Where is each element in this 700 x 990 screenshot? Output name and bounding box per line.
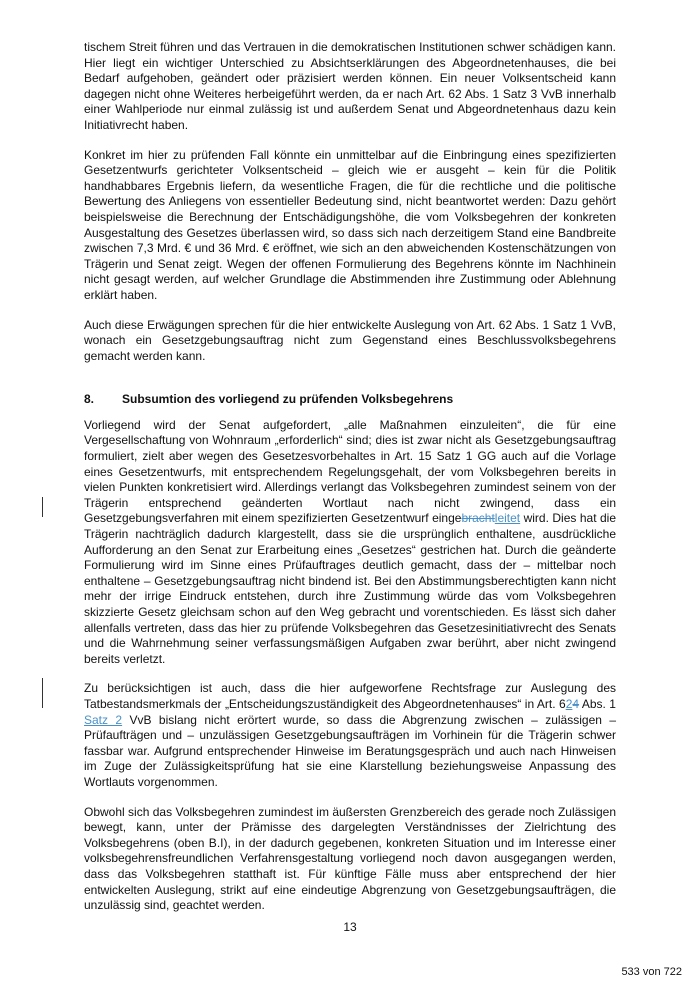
inserted-text: Satz 2 bbox=[84, 712, 123, 727]
text-run: VvB bislang nicht erörtert wurde, so dass die Abgrenzung zwischen – zulässigen – Prüfaufträgen und – unzulässigen Gesetzgebungsaufträgen im Vorhinein für die Trägerin schwer fassbar war. Aufgrund entsprechender Hinweise im Beratungsgespräch und auch nach Hinweisen im Zuge der Zulässigkeitsprüfung hat sie eine Klarstellung beziehungsweise Anpassung des Wortlauts vorgenommen. bbox=[84, 712, 616, 789]
revision-change-bar bbox=[42, 678, 43, 708]
page-total: 533 von 722 bbox=[621, 966, 682, 978]
document-page bbox=[84, 40, 616, 928]
inserted-text: leitet bbox=[494, 511, 521, 526]
section-title: Subsumtion des vorliegend zu prüfenden Volksbegehrens bbox=[122, 392, 454, 407]
inserted-text: 2 bbox=[565, 696, 573, 711]
page-number: 13 bbox=[343, 920, 357, 934]
paragraph: Konkret im hier zu prüfenden Fall könnte ein unmittelbar auf die Einbringung eines spezifizierten Gesetzentwurfs gerichteter Volksentscheid – gleich wie er ausgeht – kein für die Politik handhabbares Ergebnis liefern, da wesentliche Fragen, die für die rechtliche und die politische Bewertung des Anliegens von essentieller Bedeutung sind, nicht beantwortet werden: Dazu gehört beispielsweise die Berechnung der Entschädigungshöhe, die vom Volksbegehren der konkreten Ausgestaltung des Gesetzes überlassen wird, so dass sich nach derzeitigem Stand eine Bandbreite zwischen 7,3 Mrd. € und 36 Mrd. € eröffnet, wie sich an den abweichenden Kostenschätzungen von Trägerin und Senat zeigt. Wegen der offenen Formulierung des Begehrens könnte im Nachhinein nicht gesagt werden, auf welcher Grundlage die Abstimmenden ihre Zustimmung oder Ablehnung erklärt haben. bbox=[84, 147, 616, 302]
section-heading bbox=[84, 392, 616, 408]
deleted-text: 4 bbox=[572, 696, 580, 711]
revision-change-bar bbox=[42, 497, 43, 517]
text-run: Vorliegend wird der Senat aufgefordert, „alle Maßnahmen einzuleiten“, die für eine Vergesellschaftung von Wohnraum „erforderlich“ sind; dies ist zwar nicht als Gesetzgebungsauftrag formuliert, zielt aber wegen des Gesetzesvorbehaltes in Art. 15 Satz 1 GG auch auf die Vorlage eines Gesetzentwurfs, mit entsprechendem Regelungsgehalt, der vom Volksbegehren bereits in vielen Punkten konkretisiert wird. Allerdings verlangt das Volksbegehren zumindest seinem von der Trägerin entsprechend geänderten Wortlaut nach nicht zwingend, dass ein Gesetzgebungsverfahren mit einem spezifizierten Gesetzentwurf einge bbox=[84, 417, 616, 526]
text-run: wird. Dies hat die Trägerin nachträglich dadurch klargestellt, dass sie die ursprünglich enthaltene, ausdrückliche Aufforderung an den Senat zur Erarbeitung eines „Gesetzes“ gestrichen hat. Durch die geänderte Formulierung wird im Sinne eines Prüfauftrages deutlich gemacht, dass der – mittelbar noch enthaltene – Gesetzgebungsauftrag nicht bindend ist. Bei den Abstimmungsberechtigten kann nicht mehr der irrige Eindruck entstehen, durch ihre Zustimmung würde das vom Volksbegehren skizzierte Gesetz gleichsam schon auf den Weg gebracht und vorentschieden. Es lässt sich daher allenfalls vertreten, dass das hier zu prüfende Volksbegehren das Gesetzesinitiativrecht des Senats und die Wahrnehmung seiner verfassungsmäßigen Aufgaben zwar berührt, aber nicht zwingend bereits verletzt. bbox=[84, 511, 616, 666]
paragraph: Auch diese Erwägungen sprechen für die hier entwickelte Auslegung von Art. 62 Abs. 1 Satz 1 VvB, wonach ein Gesetzgebungsauftrag nicht zum Gegenstand eines Beschlussvolksbegehrens gemacht werden kann. bbox=[84, 317, 616, 363]
deleted-text: bracht bbox=[461, 511, 495, 526]
text-run: Zu berücksichtigen ist auch, dass die hier aufgeworfene Rechtsfrage zur Auslegung des Tatbestandsmerkmals der „Entscheidungszuständigkeit des Abgeordnetenhauses“ in Art. 6 bbox=[84, 681, 616, 711]
paragraph bbox=[84, 681, 616, 790]
paragraph bbox=[84, 418, 616, 668]
text-run: Abs. 1 bbox=[579, 696, 616, 711]
section-number: 8. bbox=[84, 392, 95, 407]
paragraph: Obwohl sich das Volksbegehren zumindest im äußersten Grenzbereich des gerade noch Zulässigen bewegt, kann, unter der Prämisse des dargelegten Verständnisses der Zielrichtung des Volksbegehrens (oben B.I), in der dadurch gegebenen, konkreten Situation und im Interesse einer volksbegehrensfreundlichen Verfahrensgestaltung vorliegend noch davon ausgegangen werden, dass das Volksbegehren statthaft ist. Für künftige Fälle muss aber entsprechend der hier entwickelten Auslegung, strikt auf eine eindeutige Abgrenzung von Gesetzgebungsaufträgen, die unzulässig sind, geachtet werden. bbox=[84, 804, 616, 913]
paragraph: tischem Streit führen und das Vertrauen in die demokratischen Institutionen schwer schädigen kann. Hier liegt ein wichtiger Unterschied zu Absichtserklärungen des Abgeordnetenhauses, die bei Bedarf aufgehoben, geändert oder präzisiert werden können. Ein neuer Volksentscheid kann dagegen nicht ohne Weiteres herbeigeführt werden, da er nach Art. 62 Abs. 1 Satz 3 VvB innerhalb einer Wahlperiode nur einmal zulässig ist und außerdem Senat und Abgeordnetenhaus dazu kein Initiativrecht haben. bbox=[84, 40, 616, 132]
